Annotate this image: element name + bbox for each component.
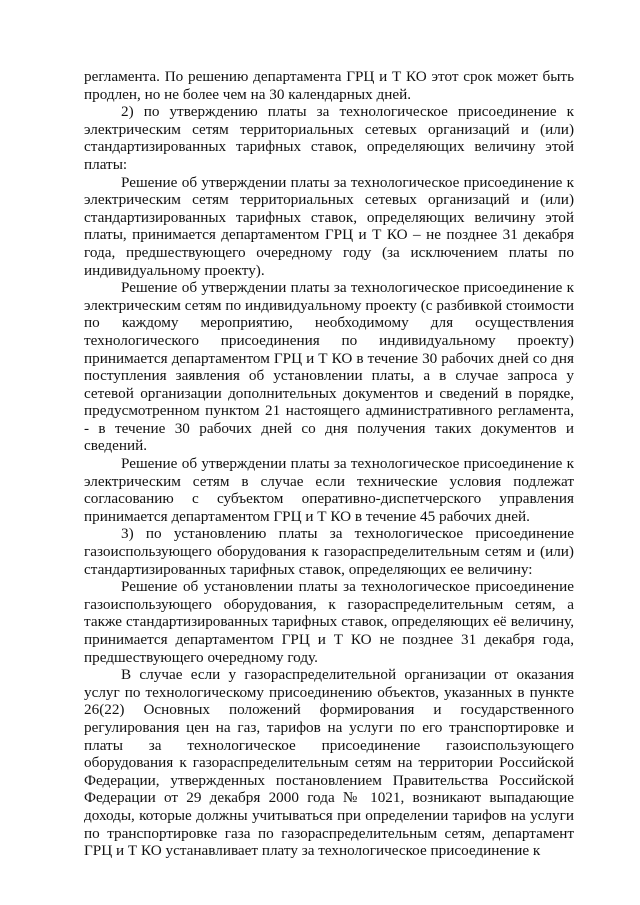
paragraph-decision-individual-project: Решение об утверждении платы за технологическое присоединение к электрическим сетям по индивидуальному проекту (с разбивкой стоимости по каждому мероприятию, необходимому для осуществления технологического присоединения по индивидуальному проекту) принимается департаментом ГРЦ и Т КО в течение 30 рабочих дней со дня поступления заявления об установлении платы, а в случае запроса у сетевой организации дополнительных документов и сведений в порядке, предусмотренном пунктом 21 настоящего административного регламента, - в течение 30 рабочих дней со дня получения таких документов и сведений. [84,279,574,455]
paragraph-item-2: 2) по утверждению платы за технологическое присоединение к электрическим сетям территориальных сетевых организаций и (или) стандартизированных тарифных ставок, определяющих величину этой платы: [84,103,574,173]
paragraph-lost-income-case: В случае если у газораспределительной организации от оказания услуг по технологическому присоединению объектов, указанных в пункте 26(22) Основных положений формирования и государственного регулирования цен на газ, тарифов на услуги по его транспортировке и платы за технологическое присоединение газоиспользующего оборудования к газораспределительным сетям на территории Российской Федерации, утвержденных постановлением Правительства Российской Федерации от 29 декабря 2000 года № 1021, возникают выпадающие доходы, которые должны учитываться при определении тарифов на услуги по транспортировке газа по газораспределительным сетям, департамент ГРЦ и Т КО устанавливает плату за технологическое присоединение к [84,666,574,860]
paragraph-item-3: 3) по установлению платы за технологическое присоединение газоиспользующего оборудования к газораспределительным сетям и (или) стандартизированных тарифных ставок, определяющих ее величину: [84,525,574,578]
paragraph-continuation: регламента. По решению департамента ГРЦ и Т КО этот срок может быть продлен, но не более чем на 30 календарных дней. [84,68,574,103]
paragraph-decision-gas-networks: Решение об установлении платы за технологическое присоединение газоиспользующего оборудования, к газораспределительным сетям, а также стандартизированных тарифных ставок, определяющих её величину, принимается департаментом ГРЦ и Т КО не позднее 31 декабря года, предшествующего очередному году. [84,578,574,666]
paragraph-decision-territorial-networks: Решение об утверждении платы за технологическое присоединение к электрическим сетям территориальных сетевых организаций и (или) стандартизированных тарифных ставок, определяющих величину этой платы, принимается департаментом ГРЦ и Т КО – не позднее 31 декабря года, предшествующего очередному году (за исключением платы по индивидуальному проекту). [84,173,574,279]
paragraph-decision-dispatch-coordination: Решение об утверждении платы за технологическое присоединение к электрическим сетям в случае если технические условия подлежат согласованию с субъектом оперативно-диспетчерского управления принимается департаментом ГРЦ и Т КО в течение 45 рабочих дней. [84,455,574,525]
document-page [84,68,574,860]
